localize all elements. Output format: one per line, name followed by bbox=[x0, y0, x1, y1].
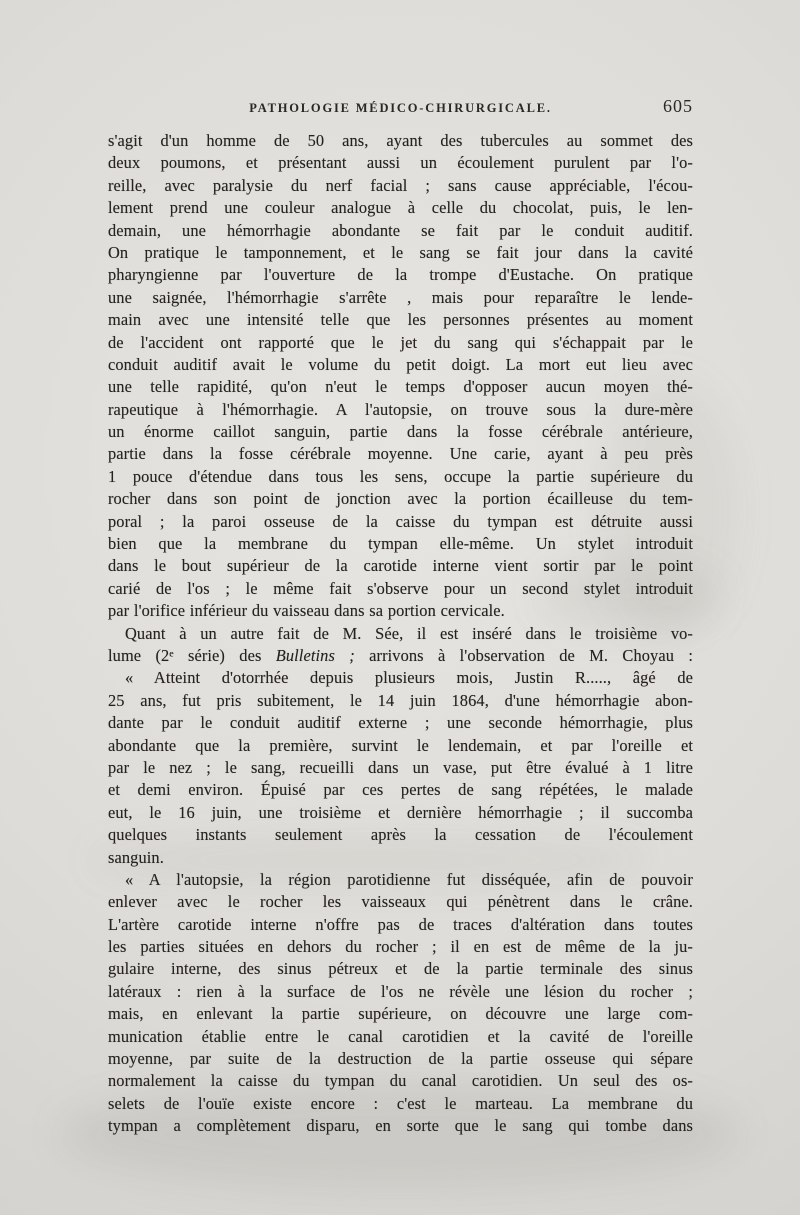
text-line: par l'orifice inférieur du vaisseau dans sa portion cervicale. bbox=[108, 601, 505, 621]
text-line: dante par le conduit auditif externe ; une seconde hémorrhagie, plus bbox=[108, 713, 693, 733]
paragraph bbox=[108, 623, 693, 668]
text-line: lement prend une couleur analogue à celle du chocolat, puis, le len- bbox=[108, 198, 693, 218]
paragraph bbox=[108, 130, 693, 623]
text-line: selets de l'ouïe existe encore : c'est le marteau. La membrane du bbox=[108, 1093, 693, 1113]
text-line: conduit auditif avait le volume du petit doigt. La mort eut lieu avec bbox=[108, 354, 693, 374]
text-line: rocher dans son point de jonction avec la portion écailleuse du tem- bbox=[108, 489, 693, 509]
text-line: 25 ans, fut pris subitement, le 14 juin 1864, d'une hémorrhagie abon- bbox=[108, 690, 693, 710]
text-line: dans le bout supérieur de la carotide interne vient sortir par le point bbox=[108, 556, 693, 576]
text-line: 1 pouce d'étendue dans tous les sens, occupe la partie supérieure du bbox=[108, 466, 693, 486]
text-line: par le nez ; le sang, recueilli dans un vase, put être évalué à 1 litre bbox=[108, 757, 693, 777]
text-line: abondante que la première, survint le lendemain, et par l'oreille et bbox=[108, 735, 693, 755]
text-line: une telle rapidité, qu'on n'eut le temps d'opposer aucun moyen thé- bbox=[108, 377, 693, 397]
text-line: Quant à un autre fait de M. Sée, il est inséré dans le troisième vo- bbox=[125, 623, 693, 643]
text-line: un énorme caillot sanguin, partie dans la fosse cérébrale antérieure, bbox=[108, 422, 693, 442]
page-header bbox=[108, 98, 693, 118]
running-title: PATHOLOGIE MÉDICO-CHIRURGICALE. bbox=[249, 101, 552, 115]
text-line: normalement la caisse du tympan du canal carotidien. Un seul des os- bbox=[108, 1071, 693, 1091]
text-line: quelques instants seulement après la cessation de l'écoulement bbox=[108, 825, 693, 845]
text-line: et demi environ. Épuisé par ces pertes de sang répétées, le malade bbox=[108, 780, 693, 800]
text-line: rapeutique à l'hémorrhagie. A l'autopsie, on trouve sous la dure-mère bbox=[108, 399, 693, 419]
text-line: s'agit d'un homme de 50 ans, ayant des tubercules au sommet des bbox=[108, 131, 693, 150]
text-line: demain, une hémorrhagie abondante se fait par le conduit auditif. bbox=[108, 220, 693, 240]
text-line: partie dans la fosse cérébrale moyenne. Une carie, ayant à peu près bbox=[108, 444, 693, 464]
text-line: latéraux : rien à la surface de l'os ne révèle une lésion du rocher ; bbox=[108, 981, 693, 1001]
text-line: reille, avec paralysie du nerf facial ; sans cause appréciable, l'écou- bbox=[108, 175, 693, 195]
text-line: main avec une intensité telle que les personnes présentes au moment bbox=[108, 310, 693, 330]
text-line: L'artère carotide interne n'offre pas de traces d'altération dans toutes bbox=[108, 914, 693, 934]
text-line: carié de l'os ; le même fait s'observe pour un second stylet introduit bbox=[108, 578, 693, 598]
text-line: mais, en enlevant la partie supérieure, on découvre une large com- bbox=[108, 1004, 693, 1024]
paragraph bbox=[108, 667, 693, 869]
page-number: 605 bbox=[663, 96, 693, 116]
text-line: munication établie entre le canal carotidien et la cavité de l'oreille bbox=[108, 1026, 693, 1046]
text-line: sanguin. bbox=[108, 847, 164, 867]
paragraph bbox=[108, 869, 693, 1138]
text-line: On pratique le tamponnement, et le sang se fait jour dans la cavité bbox=[108, 242, 693, 262]
text-line: une saignée, l'hémorrhagie s'arrête , mais pour reparaître le lende- bbox=[108, 287, 693, 307]
text-line: moyenne, par suite de la destruction de la partie osseuse qui sépare bbox=[108, 1049, 693, 1069]
text-line: bien que la membrane du tympan elle-même. Un stylet introduit bbox=[108, 534, 693, 554]
text-line: enlever avec le rocher les vaisseaux qui pénètrent dans le crâne. bbox=[108, 892, 693, 912]
text-line: tympan a complètement disparu, en sorte que le sang qui tombe dans bbox=[108, 1116, 693, 1136]
page-text bbox=[108, 130, 693, 1138]
page-content bbox=[108, 98, 693, 1138]
text-line: pharyngienne par l'ouverture de la trompe d'Eustache. On pratique bbox=[108, 265, 693, 285]
text-line: les parties situées en dehors du rocher ; il en est de même de la ju- bbox=[108, 937, 693, 957]
text-line: lume (2ᵉ série) des Bulletins ; arrivons à l'observation de M. Choyau : bbox=[108, 645, 693, 665]
text-line: poral ; la paroi osseuse de la caisse du tympan est détruite aussi bbox=[108, 511, 693, 531]
text-line: « A l'autopsie, la région parotidienne fut disséquée, afin de pouvoir bbox=[125, 869, 693, 889]
text-line: gulaire interne, des sinus pétreux et de la partie terminale des sinus bbox=[108, 959, 693, 979]
text-line: « Atteint d'otorrhée depuis plusieurs mois, Justin R....., âgé de bbox=[125, 668, 693, 688]
text-line: deux poumons, et présentant aussi un écoulement purulent par l'o- bbox=[108, 153, 693, 173]
text-line: de l'accident ont rapporté que le jet du sang qui s'échappait par le bbox=[108, 332, 693, 352]
text-line: eut, le 16 juin, une troisième et dernière hémorrhagie ; il succomba bbox=[108, 802, 693, 822]
